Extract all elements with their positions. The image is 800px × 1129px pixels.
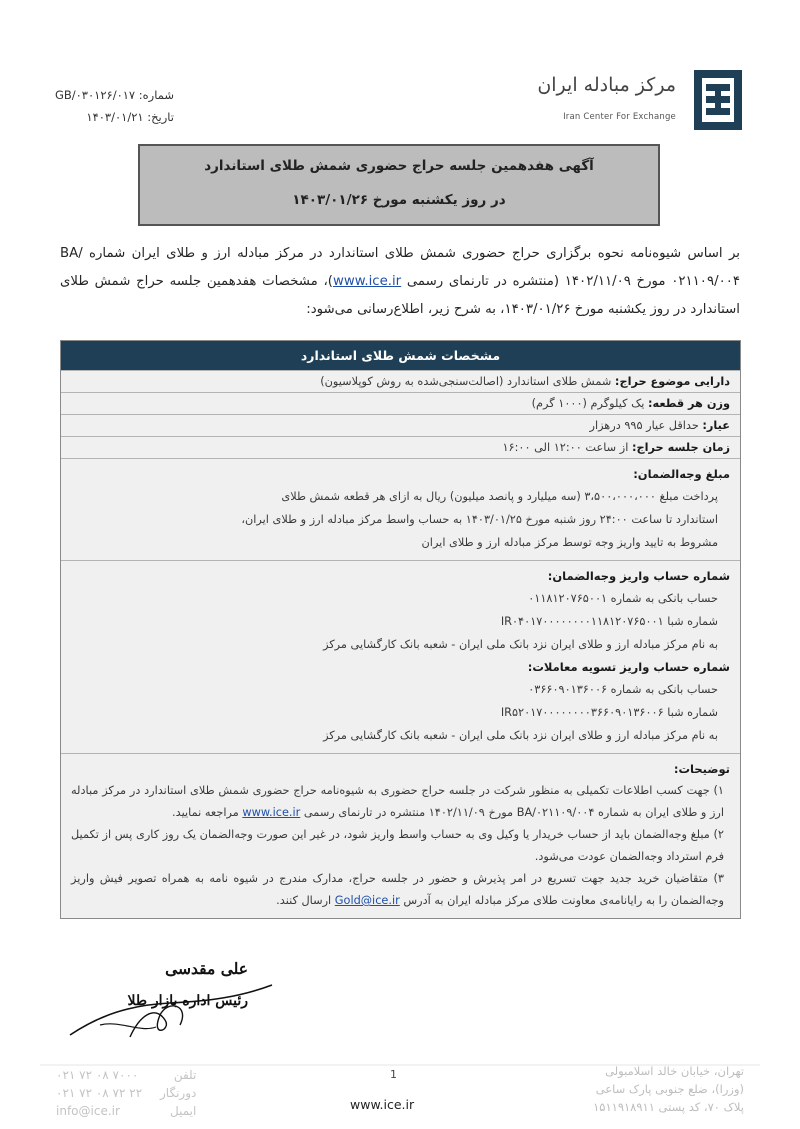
deposit-label: مبلغ وجه‌الضمان: bbox=[633, 467, 730, 481]
deposit-account-line: حساب بانکی به شماره ۰۱۱۸۱۲۰۷۶۵۰۰۱ bbox=[528, 592, 718, 605]
logo-text-persian: مرکز مبادله ایران bbox=[537, 74, 676, 96]
session-time-label: زمان جلسه حراج: bbox=[631, 441, 730, 454]
footer-contact-values bbox=[56, 1066, 142, 1120]
intro-text-part2: )، مشخصات هفدهمین جلسه حراج شمش طلای استاندارد در روز یکشنبه مورخ ۱۴۰۳/۰۱/۲۶، به شرح زیر، اطلاع‌رسانی می‌شود: bbox=[60, 274, 740, 317]
deposit-line: مشروط به تایید واریز وجه توسط مرکز مبادله ارز و طلای ایران bbox=[421, 536, 718, 549]
asset-value: شمش طلای استاندارد (اصالت‌سنجی‌شده به روش کوپلاسیون) bbox=[320, 375, 612, 388]
deposit-section bbox=[61, 458, 740, 560]
note-3-text: ۳) متقاضیان خرید جدید جهت تسریع در امر پذیرش و حضور در جلسه حراج، مدارک مندرج در شیوه نامه به همراه تصویر فیش واریز وجه‌الضمان را به رایانامه‌ی معاونت طلای مرکز مبادله ایران به آدرس bbox=[71, 872, 724, 907]
purity-row bbox=[61, 414, 740, 436]
gold-email-link[interactable]: Gold@ice.ir bbox=[334, 894, 400, 907]
weight-value: یک کیلوگرم (۱۰۰۰ گرم) bbox=[531, 397, 645, 410]
footer-address-line: پلاک ۷۰، کد پستی ۱۵۱۱۹۱۸۹۱۱ bbox=[593, 1100, 744, 1114]
settlement-account-line: به نام مرکز مبادله ارز و طلای ایران نزد بانک ملی ایران - شعبه بانک کارگشایی مرکز bbox=[323, 729, 718, 742]
website-link[interactable]: www.ice.ir bbox=[332, 274, 402, 289]
announcement-title-box bbox=[138, 144, 660, 226]
footer-fax: ۰۲۱ ۷۲ ۰۸ ۷۲ ۲۲ bbox=[56, 1086, 143, 1100]
settlement-account-label: شماره حساب واریز تسویه معاملات: bbox=[527, 660, 730, 674]
announcement-title: آگهی هفدهمین جلسه حراج حضوری شمش طلای استاندارد bbox=[204, 158, 594, 174]
intro-paragraph bbox=[60, 240, 740, 324]
footer-email-label: ایمیل bbox=[170, 1104, 197, 1118]
notes-label: توضیحات: bbox=[673, 762, 730, 776]
weight-row bbox=[61, 392, 740, 414]
settlement-account-line: حساب بانکی به شماره ۰۳۶۶۰۹۰۱۳۶۰۰۶ bbox=[528, 683, 718, 696]
note-item-1 bbox=[71, 780, 730, 824]
letter-reference bbox=[44, 84, 174, 128]
note-3-text-end: ارسال کنند. bbox=[276, 894, 335, 907]
signatory-name: علی مقدسی bbox=[165, 959, 248, 978]
footer-email[interactable]: info@ice.ir bbox=[56, 1104, 120, 1118]
footer-fax-label: دورنگار bbox=[160, 1086, 197, 1100]
note-1-website-link[interactable]: www.ice.ir bbox=[242, 806, 301, 819]
footer-phone-label: تلفن bbox=[173, 1068, 197, 1082]
note-item-3 bbox=[71, 868, 730, 912]
handwritten-signature bbox=[60, 975, 280, 1045]
page-number: 1 bbox=[390, 1068, 397, 1081]
deposit-line: استاندارد تا ساعت ۲۴:۰۰ روز شنبه مورخ ۱۴۰۳/۰۱/۲۵ به حساب واسط مرکز مبادله ارز و طلای ایران، bbox=[241, 513, 718, 526]
deposit-account-section bbox=[61, 560, 740, 753]
footer-contact-labels bbox=[160, 1066, 196, 1120]
asset-row bbox=[61, 370, 740, 392]
footer-address-line: (وزرا)، ضلع جنوبی پارک ساعی bbox=[595, 1082, 744, 1096]
settlement-account-line: شماره شبا IR۵۲۰۱۷۰۰۰۰۰۰۰۰۳۶۶۰۹۰۱۳۶۰۰۶ bbox=[500, 706, 718, 719]
spec-table-heading: مشخصات شمش طلای استاندارد bbox=[61, 341, 740, 370]
announcement-date: در روز یکشنبه مورخ ۱۴۰۳/۰۱/۲۶ bbox=[292, 192, 506, 208]
note-1-text-end: مراجعه نمایید. bbox=[172, 806, 243, 819]
purity-label: عیار: bbox=[702, 419, 730, 432]
footer-phone: ۰۲۱ ۷۲ ۰۸ ۷۰۰۰ bbox=[56, 1068, 139, 1082]
notes-section bbox=[61, 753, 740, 918]
intro-text-part1: بر اساس شیوه‌نامه نحوه برگزاری حراج حضوری شمش طلای استاندارد در مرکز مبادله ارز و طلای ایران شماره BA/۰۲۱۱۰۹/۰۰۴ مورخ ۱۴۰۲/۱۱/۰۹ (منتشره در تارنمای رسمی bbox=[60, 246, 740, 289]
signatory-role: رئیس اداره بازار طلا bbox=[127, 993, 248, 1009]
footer-address-line: تهران، خیابان خالد اسلامبولی bbox=[605, 1064, 744, 1078]
letter-number: شماره: GB/۰۳۰۱۲۶/۰۱۷ bbox=[54, 88, 174, 102]
ice-logo-icon bbox=[688, 68, 748, 132]
letter-date: تاریخ: ۱۴۰۳/۰۱/۲۱ bbox=[86, 110, 174, 124]
deposit-line: پرداخت مبلغ ۳،۵۰۰،۰۰۰،۰۰۰ (سه میلیارد و پانصد میلیون) ریال به ازای هر قطعه شمش طلای bbox=[281, 490, 718, 503]
footer-address bbox=[544, 1062, 744, 1116]
footer-website-link[interactable]: www.ice.ir bbox=[350, 1097, 415, 1112]
session-time-row bbox=[61, 436, 740, 458]
spec-table bbox=[60, 340, 741, 919]
session-time-value: از ساعت ۱۲:۰۰ الی ۱۶:۰۰ bbox=[502, 441, 629, 454]
deposit-account-line: به نام مرکز مبادله ارز و طلای ایران نزد بانک ملی ایران - شعبه بانک کارگشایی مرکز bbox=[323, 638, 718, 651]
asset-label: دارایی موضوع حراج: bbox=[614, 375, 730, 388]
logo-text-english: Iran Center For Exchange bbox=[563, 112, 676, 122]
note-item-2: ۲) مبلغ وجه‌الضمان باید از حساب خریدار یا وکیل وی به حساب واسط واریز شود، در غیر این صورت وجه‌الضمان یک روز کاری پس از تکمیل فرم استرداد وجه‌الضمان عودت می‌شود. bbox=[71, 828, 724, 863]
purity-value: حداقل عیار ۹۹۵ درهزار bbox=[589, 419, 699, 432]
note-1-text: ۱) جهت کسب اطلاعات تکمیلی به منظور شرکت در جلسه حراج حضوری به شیوه‌نامه حراج حضوری شمش طلای استاندارد در مرکز مبادله ارز و طلای ایران به شماره BA/۰۲۱۱۰۹/۰۰۴ مورخ ۱۴۰۲/۱۱/۰۹ منتشره در تارنمای رسمی bbox=[71, 784, 724, 819]
deposit-account-label: شماره حساب واریز وجه‌الضمان: bbox=[547, 569, 730, 583]
organization-logo bbox=[508, 68, 748, 138]
deposit-account-line: شماره شبا IR۰۴۰۱۷۰۰۰۰۰۰۰۰۱۱۸۱۲۰۷۶۵۰۰۱ bbox=[500, 615, 718, 628]
weight-label: وزن هر قطعه: bbox=[647, 397, 730, 410]
